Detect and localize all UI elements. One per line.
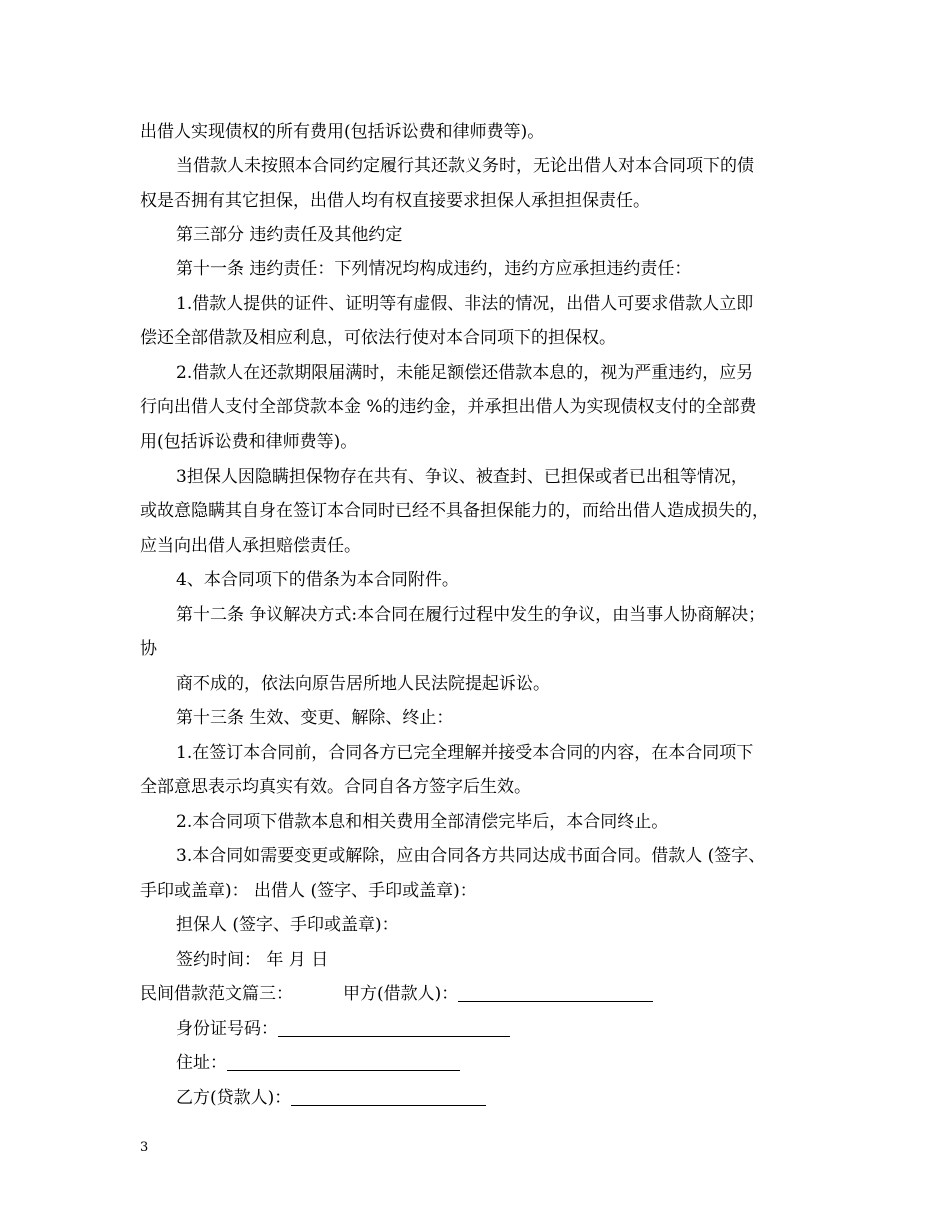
text-line: 3.本合同如需要变更或解除，应由合同各方共同达成书面合同。借款人 (签字、 [176,846,766,866]
party-a-blank [458,985,653,1002]
text-line: 用(包括诉讼费和律师费等)。 [140,432,358,452]
text-line: 全部意思表示均真实有效。合同自各方签字后生效。 [140,777,531,797]
text-line: 担保人 (签字、手印或盖章)： [176,915,399,935]
form-row-party-b [176,1088,486,1108]
form-row-id [176,1019,510,1039]
text-line: 1.借款人提供的证件、证明等有虚假、非法的情况，出借人可要求借款人立即 [176,294,754,314]
text-line: 权是否拥有其它担保，出借人均有权直接要求担保人承担担保责任。 [140,191,650,211]
form-row-party-a [140,984,653,1004]
article-heading: 第十三条 生效、变更、解除、终止： [176,708,454,728]
text-line: 签约时间： 年 月 日 [176,950,329,970]
text-line: 偿还全部借款及相应利息，可依法行使对本合同项下的担保权。 [140,328,616,348]
text-line: 协 [140,639,157,659]
article-heading: 第十二条 争议解决方式:本合同在履行过程中发生的争议，由当事人协商解决； [176,605,766,625]
id-blank [278,1020,510,1037]
party-b-blank [291,1089,486,1106]
text-line: 商不成的，依法向原告居所地人民法院提起诉讼。 [176,674,550,694]
address-blank [227,1054,460,1071]
party-b-label: 乙方(贷款人)： [176,1088,292,1108]
text-line: 出借人实现债权的所有费用(包括诉讼费和律师费等)。 [140,122,545,142]
text-line: 4、本合同项下的借条为本合同附件。 [176,570,459,590]
text-line: 2.本合同项下借款本息和相关费用全部清偿完毕后，本合同终止。 [176,812,669,832]
form-title: 民间借款范文篇三： [140,984,293,1004]
text-line: 2.借款人在还款期限届满时，未能足额偿还借款本息的，视为严重违约，应另 [176,363,754,383]
article-heading: 第十一条 违约责任：下列情况均构成违约，违约方应承担违约责任： [176,259,692,279]
text-line: 1.在签订本合同前，合同各方已完全理解并接受本合同的内容，在本合同项下 [176,743,754,763]
page-number: 3 [140,1140,149,1155]
party-a-label: 甲方(借款人)： [343,984,459,1004]
text-line: 当借款人未按照本合同约定履行其还款义务时，无论出借人对本合同项下的债 [176,156,754,176]
text-line: 行向出借人支付全部贷款本金 %的违约金，并承担出借人为实现债权支付的全部费 [140,397,757,417]
text-line: 3担保人因隐瞒担保物存在共有、争议、被查封、已担保或者已出租等情况， [176,467,748,487]
text-line: 手印或盖章)： 出借人 (签字、手印或盖章)： [140,881,477,901]
text-line: 应当向出借人承担赔偿责任。 [140,536,361,556]
id-label: 身份证号码： [176,1019,278,1039]
section-heading: 第三部分 违约责任及其他约定 [176,225,403,245]
address-label: 住址： [176,1053,227,1073]
form-row-address [176,1053,460,1073]
text-line: 或故意隐瞒其自身在签订本合同时已经不具备担保能力的，而给出借人造成损失的， [140,501,769,521]
